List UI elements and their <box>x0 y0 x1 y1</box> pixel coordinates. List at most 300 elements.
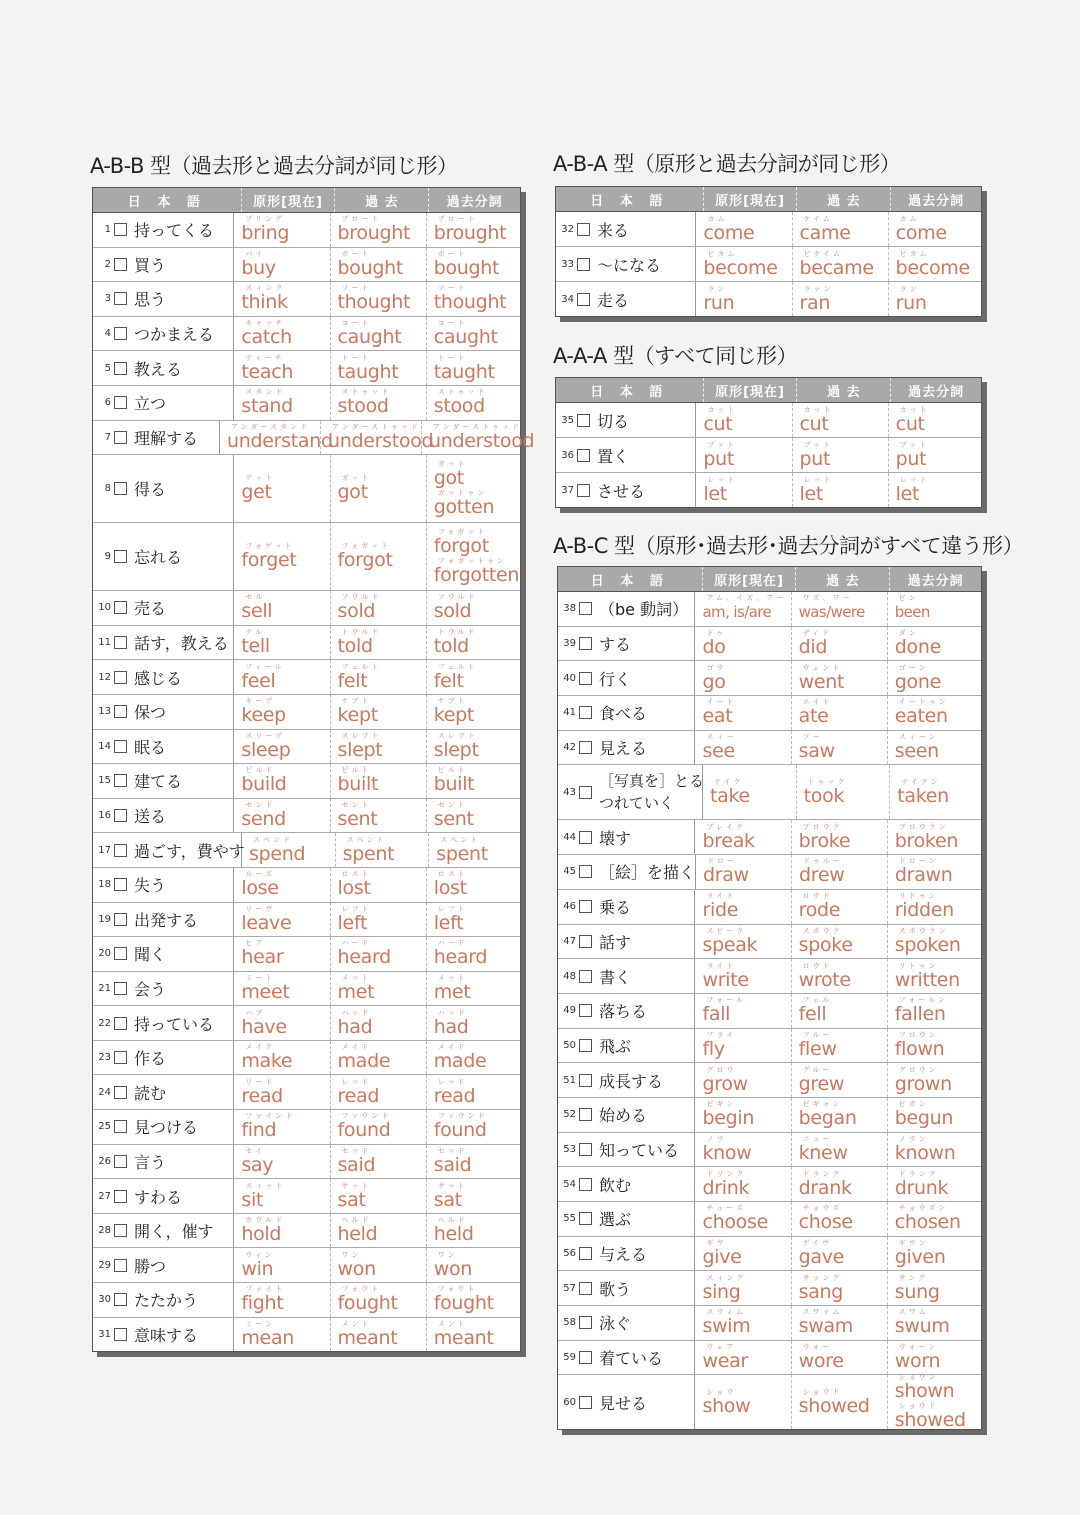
base-form-reading: セイ <box>245 1146 266 1155</box>
item-number: 22 <box>98 1017 111 1029</box>
japanese-cell <box>93 1283 234 1317</box>
base-form-word: send <box>241 808 286 831</box>
header-base: 原形[現在] <box>702 567 796 591</box>
base-form-cell <box>695 731 790 765</box>
base-form-cell <box>234 695 329 729</box>
check-box[interactable] <box>114 396 127 409</box>
japanese-cell <box>93 626 234 660</box>
check-box[interactable] <box>579 1039 592 1052</box>
japanese-meaning: する <box>599 635 632 655</box>
item-number: 57 <box>563 1282 576 1294</box>
check-box[interactable] <box>114 1155 127 1168</box>
base-form-word: forget <box>241 549 297 572</box>
past-participle-reading: ビルト <box>437 766 468 775</box>
base-form-reading: ゲット <box>245 474 276 483</box>
past-form-word: wrote <box>798 968 851 991</box>
base-form-reading: スタンド <box>245 388 286 397</box>
past-form-cell <box>330 868 426 902</box>
past-form-cell <box>330 248 426 282</box>
check-box[interactable] <box>114 1293 127 1306</box>
check-box[interactable] <box>114 636 127 649</box>
base-form-cell <box>234 1179 329 1213</box>
base-form-cell <box>234 591 329 625</box>
item-number: 58 <box>563 1317 576 1329</box>
japanese-cell <box>558 1098 695 1132</box>
base-form-reading: ドロー <box>707 857 738 866</box>
past-form-reading: フォガット <box>341 542 392 551</box>
past-participle-word: met <box>433 980 471 1003</box>
check-box[interactable] <box>579 1074 592 1087</box>
past-participle-reading: ハッド <box>437 1008 468 1017</box>
past-participle-cell <box>426 523 520 590</box>
base-form-reading: ミート <box>245 973 276 982</box>
item-number: 1 <box>104 224 111 236</box>
past-form-reading: ストゥッド <box>341 388 392 397</box>
past-form-cell <box>330 1214 426 1248</box>
item-number: 30 <box>98 1294 111 1306</box>
item-number: 40 <box>563 672 576 684</box>
check-box[interactable] <box>114 913 127 926</box>
past-form-word: cut <box>799 412 829 435</box>
base-form-cell <box>234 248 329 282</box>
past-form-cell <box>791 1133 887 1167</box>
past-participle-reading: スィーン <box>898 733 939 742</box>
check-box[interactable] <box>577 223 590 236</box>
check-box[interactable] <box>114 878 127 891</box>
base-form-word: feel <box>241 669 276 692</box>
check-box[interactable] <box>114 947 127 960</box>
base-form-reading: ハブ <box>245 1008 266 1017</box>
check-box[interactable] <box>579 602 592 615</box>
table-row <box>93 833 520 868</box>
base-form-word: go <box>702 670 726 693</box>
past-participle-word: won <box>433 1257 473 1280</box>
past-form-reading: ハッド <box>341 1008 372 1017</box>
check-box[interactable] <box>114 482 127 495</box>
item-number: 36 <box>561 449 574 461</box>
base-form-word: win <box>241 1257 274 1280</box>
base-form-reading: メイク <box>245 1043 276 1052</box>
base-form-cell <box>234 455 329 522</box>
table-row <box>93 660 520 695</box>
past-participle-word: sold <box>433 600 472 623</box>
header-base: 原形[現在] <box>703 187 797 211</box>
base-form-reading: イート <box>706 698 737 707</box>
base-form-reading: チューズ <box>706 1204 746 1213</box>
check-box[interactable] <box>114 1259 127 1272</box>
past-participle-cell <box>887 1306 981 1340</box>
japanese-meaning: 感じる <box>134 668 183 688</box>
past-participle-reading: フォールン <box>898 996 949 1005</box>
past-form-reading: コート <box>341 319 372 328</box>
base-form-cell <box>234 1318 329 1352</box>
base-form-word: break <box>702 829 755 852</box>
past-participle-alt-word: showed <box>894 1409 966 1432</box>
past-participle-cell <box>887 890 981 924</box>
japanese-meaning: 食べる <box>599 704 648 724</box>
past-form-cell <box>330 626 426 660</box>
table-row <box>558 1237 981 1272</box>
check-box[interactable] <box>577 414 590 427</box>
item-number: 2 <box>104 258 111 270</box>
table-row <box>558 592 981 627</box>
base-form-word: sell <box>241 600 273 623</box>
japanese-meaning: 忘れる <box>134 548 183 568</box>
base-form-reading: ギヴ <box>706 1239 727 1248</box>
past-form-word: lost <box>337 877 371 900</box>
check-box[interactable] <box>579 1212 592 1225</box>
past-participle-cell <box>887 696 981 730</box>
check-box[interactable] <box>579 1247 592 1260</box>
japanese-cell <box>93 972 234 1006</box>
past-form-word: was/were <box>798 603 865 622</box>
japanese-meaning: 持ってくる <box>134 221 215 241</box>
past-form-reading: ビルト <box>341 766 372 775</box>
base-form-reading: カット <box>707 405 738 414</box>
base-form-reading: プット <box>707 440 737 449</box>
check-box[interactable] <box>114 671 127 684</box>
past-participle-reading: ダン <box>898 629 919 638</box>
item-number: 59 <box>563 1352 576 1364</box>
past-form-word: did <box>798 636 828 659</box>
past-participle-cell <box>887 1133 981 1167</box>
japanese-cell <box>558 696 695 730</box>
japanese-meaning: 見える <box>599 739 648 759</box>
japanese-cell <box>558 1167 695 1201</box>
past-participle-reading: ノウン <box>898 1134 929 1143</box>
past-participle-cell <box>428 833 520 867</box>
japanese-meaning: 失う <box>134 876 167 896</box>
past-participle-word: let <box>895 482 920 505</box>
past-participle-reading: チョウズン <box>898 1204 949 1213</box>
past-form-reading: ガット <box>341 474 372 483</box>
check-box[interactable] <box>114 982 127 995</box>
base-form-cell <box>703 765 796 819</box>
check-box[interactable] <box>114 844 127 857</box>
past-form-cell <box>320 421 434 455</box>
past-form-word: fought <box>337 1292 398 1315</box>
past-form-reading: ワン <box>341 1250 362 1259</box>
past-participle-cell <box>887 855 981 889</box>
past-form-cell <box>330 351 426 385</box>
table-row <box>556 282 981 316</box>
check-box[interactable] <box>114 258 127 271</box>
past-participle-reading: メイド <box>437 1043 468 1052</box>
japanese-meaning: （be 動詞） <box>599 600 689 620</box>
base-form-word: grow <box>702 1072 748 1095</box>
check-box[interactable] <box>579 865 592 878</box>
check-box[interactable] <box>114 1224 127 1237</box>
past-participle-cell <box>888 473 981 507</box>
table-row <box>93 1006 520 1041</box>
past-participle-word: understood <box>429 429 535 452</box>
check-box[interactable] <box>579 1396 592 1409</box>
past-form-cell <box>791 925 887 959</box>
past-form-reading: レット <box>803 475 834 484</box>
past-form-word: found <box>337 1119 391 1142</box>
base-form-cell <box>695 820 790 854</box>
base-form-cell <box>234 386 329 420</box>
past-participle-word: stood <box>433 395 485 418</box>
past-participle-word: had <box>433 1015 469 1038</box>
base-form-cell <box>234 317 329 351</box>
past-participle-reading: ソウルド <box>437 593 478 602</box>
japanese-cell <box>558 1341 695 1375</box>
past-participle-word: broken <box>894 829 959 852</box>
check-box[interactable] <box>579 1108 592 1121</box>
table-header <box>556 378 981 403</box>
japanese-cell <box>558 994 695 1028</box>
japanese-meaning: すわる <box>134 1187 183 1207</box>
item-number: 5 <box>104 362 111 374</box>
base-form-reading: リーヴ <box>245 904 276 913</box>
table-row <box>558 1271 981 1306</box>
table-row <box>558 765 981 820</box>
past-form-word: meant <box>337 1326 398 1349</box>
check-box[interactable] <box>579 741 592 754</box>
check-box[interactable] <box>114 1017 127 1030</box>
check-box[interactable] <box>114 327 127 340</box>
japanese-meaning: 送る <box>134 807 167 827</box>
base-form-cell <box>695 1271 790 1305</box>
japanese-cell <box>93 730 234 764</box>
past-participle-cell <box>887 627 981 661</box>
base-form-reading: グロウ <box>706 1065 737 1074</box>
japanese-meaning: 見せる <box>599 1393 648 1413</box>
check-box[interactable] <box>114 1120 127 1133</box>
past-form-word: sang <box>798 1280 844 1303</box>
check-box[interactable] <box>114 431 127 444</box>
japanese-meaning: ～になる <box>597 255 662 275</box>
japanese-cell <box>558 765 703 819</box>
japanese-meaning: 言う <box>134 1152 167 1172</box>
base-form-word: build <box>241 773 287 796</box>
check-box[interactable] <box>114 362 127 375</box>
check-box[interactable] <box>114 1086 127 1099</box>
japanese-cell <box>93 1179 234 1213</box>
past-participle-cell <box>887 1202 981 1236</box>
item-number: 38 <box>563 603 576 615</box>
header-past: 過 去 <box>334 188 428 212</box>
item-number: 24 <box>98 1086 111 1098</box>
table-row <box>93 1041 520 1076</box>
base-form-cell <box>695 627 790 661</box>
check-box[interactable] <box>579 1178 592 1191</box>
base-form-reading: スィット <box>245 1181 286 1190</box>
table-row <box>93 903 520 938</box>
base-form-reading: スィンク <box>245 284 286 293</box>
past-form-cell <box>330 1179 426 1213</box>
check-box[interactable] <box>114 1328 127 1341</box>
base-form-word: understand <box>227 429 333 452</box>
japanese-cell <box>93 833 245 867</box>
aba-section-title: A-B-A 型（原形と過去分詞が同じ形） <box>553 152 901 176</box>
japanese-meaning: 過ごす，費やす <box>134 841 245 861</box>
past-participle-word: sent <box>433 808 474 831</box>
base-form-reading: ウィン <box>245 1250 275 1259</box>
japanese-cell <box>93 1075 234 1109</box>
base-form-word: sing <box>702 1280 741 1303</box>
japanese-meaning: 出発する <box>134 910 199 930</box>
base-form-word: sleep <box>241 738 291 761</box>
table-row <box>558 1133 981 1168</box>
base-form-word: make <box>241 1050 293 1073</box>
japanese-meaning: 書く <box>599 967 632 987</box>
check-box[interactable] <box>114 774 127 787</box>
base-form-reading: リード <box>245 1077 276 1086</box>
check-box[interactable] <box>579 970 592 983</box>
base-form-cell <box>234 1248 329 1282</box>
aba-table <box>555 186 982 317</box>
past-form-reading: ショウド <box>802 1387 843 1396</box>
japanese-cell <box>93 1318 234 1352</box>
base-form-reading: ノウ <box>706 1134 727 1143</box>
check-box[interactable] <box>579 637 592 650</box>
table-row <box>93 317 520 352</box>
check-box[interactable] <box>577 449 590 462</box>
check-box[interactable] <box>114 1051 127 1064</box>
japanese-cell <box>93 764 234 798</box>
table-row <box>558 994 981 1029</box>
check-box[interactable] <box>577 293 590 306</box>
check-box[interactable] <box>579 1316 592 1329</box>
past-form-word: wore <box>798 1350 844 1373</box>
item-number: 4 <box>104 328 111 340</box>
past-participle-word: drunk <box>894 1176 949 1199</box>
past-form-reading: フルー <box>802 1030 833 1039</box>
check-box[interactable] <box>114 740 127 753</box>
past-participle-cell <box>888 403 981 437</box>
japanese-cell <box>93 591 234 625</box>
japanese-cell <box>93 660 234 694</box>
aaa-section-title: A-A-A 型（すべて同じ形） <box>553 344 798 368</box>
check-box[interactable] <box>579 1351 592 1364</box>
past-participle-reading: ビガン <box>898 1100 929 1109</box>
aaa-table <box>555 377 982 508</box>
past-form-word: stood <box>337 395 389 418</box>
item-number: 18 <box>98 879 111 891</box>
past-participle-reading: メント <box>437 1319 468 1328</box>
past-form-cell <box>791 1098 887 1132</box>
check-box[interactable] <box>579 672 592 685</box>
japanese-meaning: 泳ぐ <box>599 1314 632 1334</box>
check-box[interactable] <box>114 809 127 822</box>
past-form-cell <box>330 1006 426 1040</box>
base-form-reading: セル <box>245 593 266 602</box>
past-form-word: kept <box>337 704 378 727</box>
check-box[interactable] <box>579 786 592 799</box>
header-base: 原形[現在] <box>703 378 797 402</box>
item-number: 34 <box>561 293 574 305</box>
past-form-word: felt <box>337 669 368 692</box>
past-form-cell <box>330 799 426 833</box>
past-form-word: won <box>337 1257 376 1280</box>
base-form-reading: バイ <box>245 249 266 258</box>
item-number: 32 <box>561 223 574 235</box>
check-box[interactable] <box>577 258 590 271</box>
check-box[interactable] <box>579 831 592 844</box>
past-participle-reading: ソート <box>437 284 468 293</box>
item-number: 53 <box>563 1143 576 1155</box>
item-number: 44 <box>563 831 576 843</box>
header-jp: 日 本 語 <box>590 384 669 400</box>
japanese-meaning: 与える <box>599 1245 648 1265</box>
japanese-meaning: 話す，教える <box>134 634 229 654</box>
past-participle-cell <box>426 386 520 420</box>
item-number: 29 <box>98 1259 111 1271</box>
table-header <box>93 188 520 213</box>
past-form-cell <box>792 438 888 472</box>
past-form-cell <box>330 1145 426 1179</box>
past-participle-cell <box>426 799 520 833</box>
past-form-cell <box>791 1306 887 1340</box>
past-participle-reading: サング <box>898 1273 929 1282</box>
past-participle-cell <box>426 972 520 1006</box>
header-past: 過 去 <box>796 378 890 402</box>
check-box[interactable] <box>114 292 127 305</box>
past-form-cell <box>330 386 426 420</box>
past-form-reading: トゥック <box>807 777 848 786</box>
item-number: 35 <box>561 414 574 426</box>
past-form-cell <box>791 820 887 854</box>
past-form-cell <box>791 959 887 993</box>
check-box[interactable] <box>579 900 592 913</box>
past-participle-reading: スペント <box>440 835 481 844</box>
check-box[interactable] <box>114 223 127 236</box>
item-number: 27 <box>98 1190 111 1202</box>
base-form-cell <box>242 833 335 867</box>
table-row <box>93 626 520 661</box>
past-form-word: showed <box>798 1394 870 1417</box>
check-box[interactable] <box>579 1143 592 1156</box>
past-participle-word: been <box>894 603 930 622</box>
check-box[interactable] <box>114 1190 127 1203</box>
past-form-word: fell <box>798 1003 827 1026</box>
past-participle-cell <box>426 1006 520 1040</box>
past-participle-word: forgot <box>433 534 489 557</box>
check-box[interactable] <box>579 935 592 948</box>
base-form-cell <box>234 730 329 764</box>
table-row <box>558 820 981 855</box>
past-participle-cell <box>426 903 520 937</box>
table-row <box>93 248 520 283</box>
past-participle-cell <box>426 317 520 351</box>
check-box[interactable] <box>579 1282 592 1295</box>
check-box[interactable] <box>579 706 592 719</box>
header-jp: 日 本 語 <box>590 573 669 589</box>
table-row <box>556 473 981 507</box>
past-participle-word: grown <box>894 1072 952 1095</box>
base-form-cell <box>220 421 333 455</box>
japanese-meaning: 会う <box>134 979 167 999</box>
check-box[interactable] <box>577 484 590 497</box>
base-form-cell <box>696 247 791 281</box>
past-form-cell <box>330 1318 426 1352</box>
check-box[interactable] <box>114 550 127 563</box>
check-box[interactable] <box>114 705 127 718</box>
japanese-cell <box>93 282 234 316</box>
check-box[interactable] <box>579 1004 592 1017</box>
japanese-meaning: させる <box>597 481 646 501</box>
base-form-reading: アム、イズ、アー <box>706 594 787 603</box>
japanese-cell <box>93 386 234 420</box>
past-form-word: read <box>337 1084 380 1107</box>
japanese-meaning: 着ている <box>599 1349 664 1369</box>
check-box[interactable] <box>114 601 127 614</box>
past-participle-reading: フォウト <box>437 1285 478 1294</box>
base-form-reading: ゴウ <box>706 663 727 672</box>
base-form-word: give <box>702 1246 742 1269</box>
